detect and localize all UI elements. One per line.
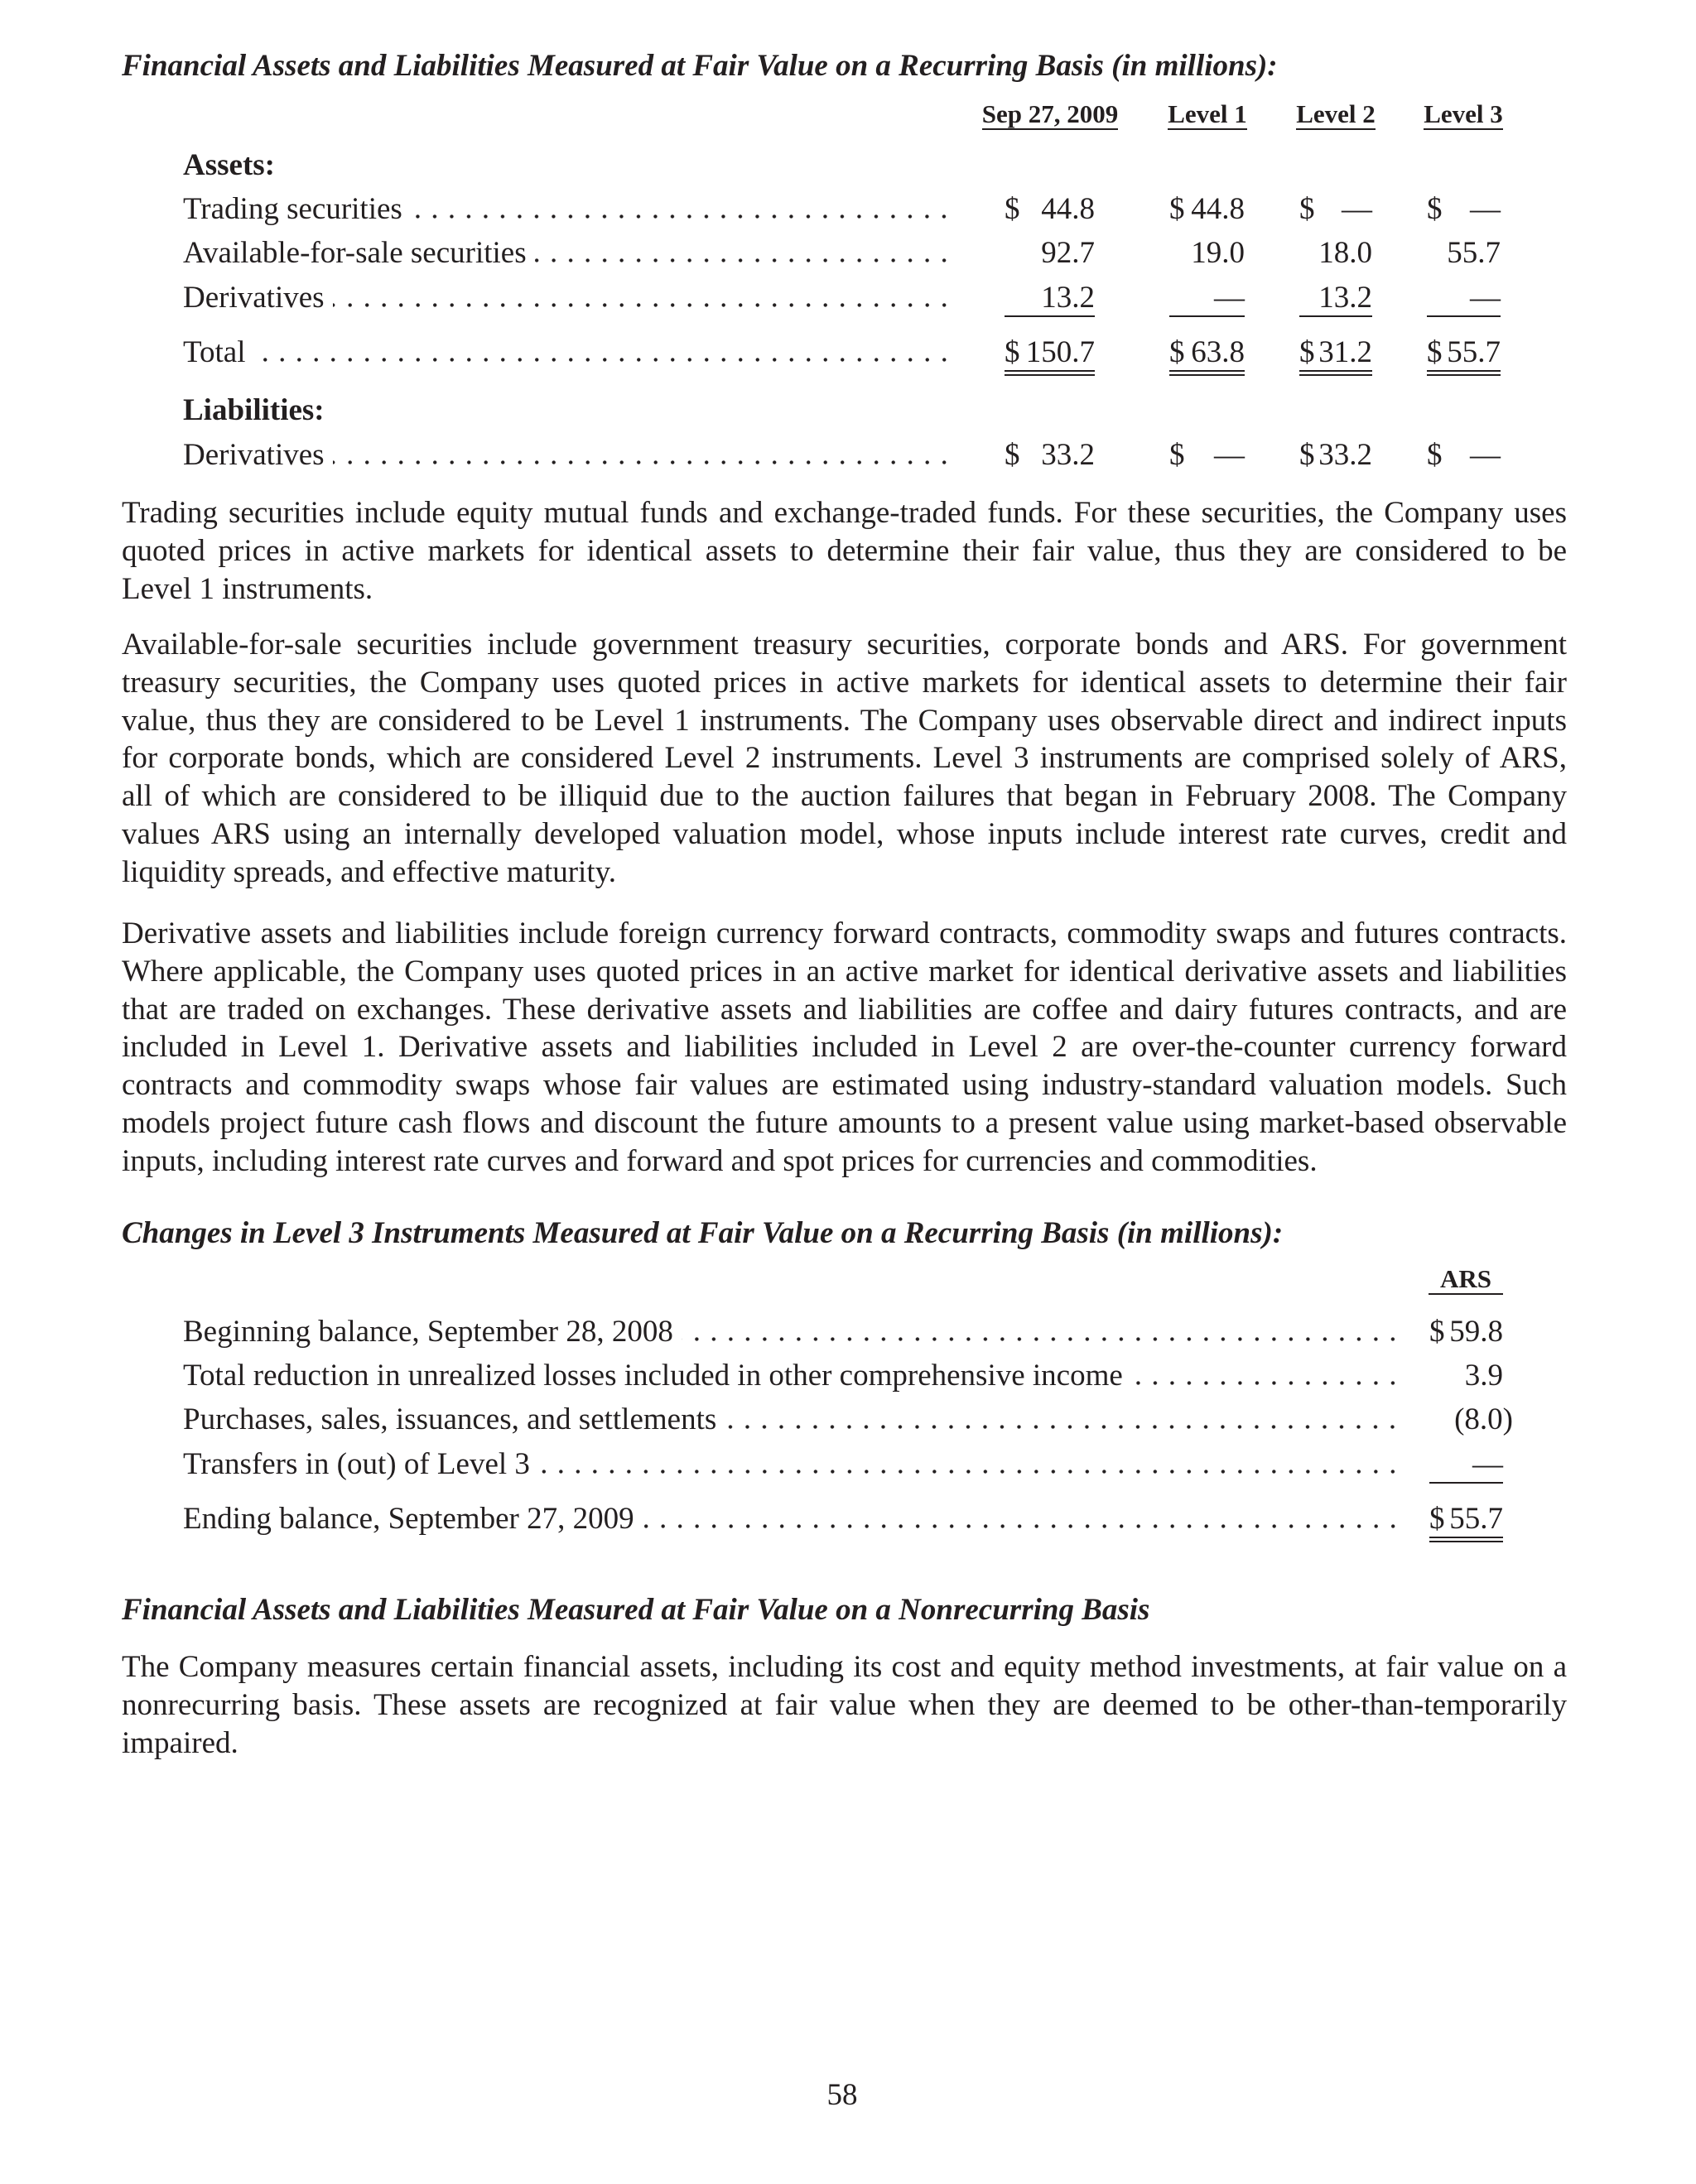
row-label-wrap — [183, 1446, 1401, 1484]
table-row — [0, 1357, 1696, 1395]
fair-value-table-header — [0, 100, 1696, 133]
row-label-wrap — [183, 1500, 1401, 1538]
currency-symbol: $ — [1005, 192, 1020, 226]
cell-value: 55.7 — [1447, 335, 1501, 369]
dot-leader — [725, 1425, 1401, 1429]
assets-label: Assets: — [183, 148, 275, 182]
ending-balance-row — [0, 1500, 1696, 1538]
cell-value: — — [1214, 281, 1245, 315]
cell-value: 19.0 — [1191, 236, 1245, 270]
row-label: Ending balance, September 27, 2009 — [183, 1502, 634, 1536]
cell-value: — — [1342, 192, 1372, 226]
paragraph-line: all of which are considered to be illiquid due to the auction failures that began in February 2008. The Company — [122, 779, 1567, 814]
paragraph-line: quoted prices in active markets for identical assets to determine their fair value, thus they are considered to be — [122, 533, 1567, 568]
paragraph-line: that are traded on exchanges. These derivative assets and liabilities are coffee and dairy futures contracts, and are — [122, 992, 1567, 1027]
dot-leader — [333, 303, 952, 307]
currency-symbol: $ — [1169, 335, 1185, 369]
currency-symbol: $ — [1169, 192, 1185, 226]
cell-value: 150.7 — [1025, 335, 1095, 369]
cell-level-2 — [1299, 234, 1372, 271]
column-header-label: Level 2 — [1296, 99, 1376, 128]
cell-value: 31.2 — [1318, 335, 1372, 369]
row-label-wrap — [183, 279, 952, 317]
column-header-label: Level 1 — [1168, 99, 1247, 128]
paragraph-line: Available-for-sale securities include government treasury securities, corporate bonds and ARS. For government — [122, 628, 1567, 661]
cell-value: — — [1214, 438, 1245, 472]
cell-ars — [1429, 1357, 1503, 1393]
cell-value: 59.8 — [1449, 1315, 1503, 1349]
cell-level-3 — [1427, 190, 1501, 227]
cell-value: 13.2 — [1041, 281, 1095, 315]
currency-symbol: $ — [1299, 192, 1315, 226]
cell-level-2 — [1299, 279, 1372, 317]
cell-value: 55.7 — [1449, 1502, 1503, 1536]
table-row — [0, 1313, 1696, 1351]
cell-value: 33.2 — [1041, 438, 1095, 472]
paragraph-line: for corporate bonds, which are considered Level 2 instruments. Level 3 instruments are comprised solely of ARS, — [122, 741, 1567, 776]
cell-value: 18.0 — [1318, 236, 1372, 270]
cell-level-1 — [1169, 234, 1245, 271]
row-label: Total reduction in unrealized losses included in other comprehensive income — [183, 1359, 1123, 1393]
paragraph-line: included in Level 1. Derivative assets and liabilities included in Level 2 are over-the-counter currency forward — [122, 1030, 1567, 1065]
table-row — [0, 279, 1696, 317]
dot-leader — [333, 460, 952, 464]
currency-symbol: $ — [1299, 335, 1315, 369]
paragraph-line: Level 1 instruments. — [122, 571, 373, 606]
paragraph-line: Derivative assets and liabilities include foreign currency forward contracts, commodity swaps and futures contracts. — [122, 916, 1567, 950]
column-header-level-3 — [1380, 100, 1546, 130]
table-row — [0, 234, 1696, 272]
cell-value: — — [1472, 1447, 1503, 1481]
level3-table-title: Changes in Level 3 Instruments Measured at Fair Value on a Recurring Basis (in millions): — [122, 1216, 1284, 1250]
row-label: Derivatives — [183, 281, 325, 315]
paragraph-line: contracts and commodity swaps whose fair values are estimated using industry-standard valuation models. Such — [122, 1068, 1567, 1103]
cell-level-3 — [1427, 234, 1501, 271]
liabilities-label: Liabilities: — [183, 393, 325, 427]
cell-level-2 — [1299, 190, 1372, 227]
cell-level-3 — [1427, 334, 1501, 376]
cell-level-1 — [1169, 279, 1245, 317]
cell-ars — [1429, 1500, 1503, 1542]
paragraph-line: Where applicable, the Company uses quoted prices in an active market for identical derivative assets and liabilities — [122, 954, 1567, 989]
cell-value: 13.2 — [1318, 281, 1372, 315]
row-label: Purchases, sales, issuances, and settlements — [183, 1402, 717, 1436]
cell-sep-27-2009 — [1005, 279, 1095, 317]
column-header-label: Sep 27, 2009 — [981, 99, 1119, 128]
cell-value: 63.8 — [1191, 335, 1245, 369]
paragraph-trading-securities — [122, 494, 1567, 608]
nonrecurring-section-title: Financial Assets and Liabilities Measured at Fair Value on a Nonrecurring Basis — [122, 1593, 1150, 1627]
assets-section-row — [0, 147, 1696, 185]
column-header-label: Level 3 — [1424, 99, 1503, 128]
paragraph-line: value, thus they are considered to be Level 1 instruments. The Company uses observable direct and indirect inputs — [122, 703, 1567, 738]
column-header-sep-27-2009 — [967, 100, 1133, 130]
cell-ars — [1429, 1313, 1503, 1349]
table-row — [0, 436, 1696, 474]
currency-symbol: $ — [1429, 1502, 1445, 1536]
cell-value: — — [1470, 438, 1501, 472]
table-row — [0, 1446, 1696, 1484]
cell-level-3 — [1427, 436, 1501, 473]
table-row — [0, 190, 1696, 229]
paragraph-line: models project future cash flows and discount the future amounts to a present value using market-based observable — [122, 1105, 1567, 1140]
row-label: Derivatives — [183, 438, 325, 472]
dot-leader — [643, 1524, 1401, 1528]
currency-symbol: $ — [1169, 438, 1185, 472]
dot-leader — [538, 1470, 1401, 1474]
row-label-wrap — [183, 234, 952, 272]
cell-level-3 — [1427, 279, 1501, 317]
dot-leader — [254, 358, 953, 362]
paragraph-line: impaired. — [122, 1725, 238, 1760]
cell-level-1 — [1169, 436, 1245, 473]
row-label-wrap — [183, 190, 952, 229]
dot-leader — [682, 1337, 1401, 1341]
row-label: Beginning balance, September 28, 2008 — [183, 1315, 673, 1349]
row-label-wrap — [183, 334, 952, 372]
table-row — [0, 1401, 1696, 1439]
total-row — [0, 334, 1696, 372]
cell-value: — — [1470, 192, 1501, 226]
cell-ars — [1429, 1446, 1503, 1484]
paragraph-line: nonrecurring basis. These assets are recognized at fair value when they are deemed to be other-than-temporarily — [122, 1687, 1567, 1722]
row-label: Transfers in (out) of Level 3 — [183, 1447, 530, 1481]
liabilities-section-row — [0, 392, 1696, 430]
cell-value: — — [1470, 281, 1501, 315]
page-number: 58 — [826, 2078, 858, 2112]
cell-value: 44.8 — [1191, 192, 1245, 226]
cell-level-2 — [1299, 436, 1372, 473]
paragraph-available-for-sale — [122, 626, 1567, 892]
cell-value: (8.0) — [1454, 1402, 1513, 1436]
currency-symbol: $ — [1427, 192, 1443, 226]
cell-sep-27-2009 — [1005, 436, 1095, 473]
cell-ars — [1429, 1401, 1513, 1437]
cell-sep-27-2009 — [1005, 190, 1095, 227]
cell-value: 55.7 — [1447, 236, 1501, 270]
dot-leader — [1131, 1381, 1401, 1385]
cell-level-2 — [1299, 334, 1372, 376]
dot-leader — [535, 258, 952, 262]
currency-symbol: $ — [1427, 335, 1443, 369]
paragraph-nonrecurring — [122, 1648, 1567, 1762]
paragraph-line: values ARS using an internally developed valuation model, whose inputs include interest rate curves, credit and — [122, 816, 1567, 851]
dot-leader — [411, 214, 952, 219]
row-label: Available-for-sale securities — [183, 236, 527, 270]
paragraph-line: inputs, including interest rate curves and forward and spot prices for currencies and commodities. — [122, 1143, 1318, 1178]
paragraph-line: Trading securities include equity mutual funds and exchange-traded funds. For these securities, the Company uses — [122, 496, 1567, 530]
currency-symbol: $ — [1005, 438, 1020, 472]
cell-sep-27-2009 — [1005, 234, 1095, 271]
currency-symbol: $ — [1005, 335, 1020, 369]
currency-symbol: $ — [1299, 438, 1315, 472]
cell-sep-27-2009 — [1005, 334, 1095, 376]
cell-value: 33.2 — [1318, 438, 1372, 472]
row-label-wrap — [183, 1313, 1401, 1351]
column-header-ars: ARS — [1429, 1265, 1503, 1295]
paragraph-line: treasury securities, the Company uses quoted prices in active markets for identical assets to determine their fair — [122, 665, 1567, 700]
cell-value: 92.7 — [1041, 236, 1095, 270]
row-label-wrap — [183, 436, 952, 474]
paragraph-line: The Company measures certain financial assets, including its cost and equity method investments, at fair value on a — [122, 1650, 1567, 1684]
cell-level-1 — [1169, 334, 1245, 376]
currency-symbol: $ — [1429, 1315, 1445, 1349]
paragraph-derivatives — [122, 915, 1567, 1181]
row-label: Total — [183, 335, 246, 369]
currency-symbol: $ — [1427, 438, 1443, 472]
row-label-wrap — [183, 1401, 1401, 1439]
cell-value: 44.8 — [1041, 192, 1095, 226]
row-label: Trading securities — [183, 192, 402, 226]
row-label-wrap — [183, 1357, 1401, 1395]
fair-value-table-title: Financial Assets and Liabilities Measured at Fair Value on a Recurring Basis (in millions): — [122, 49, 1278, 83]
paragraph-line: liquidity spreads, and effective maturity. — [122, 854, 616, 889]
cell-level-1 — [1169, 190, 1245, 227]
cell-value: 3.9 — [1464, 1359, 1503, 1393]
